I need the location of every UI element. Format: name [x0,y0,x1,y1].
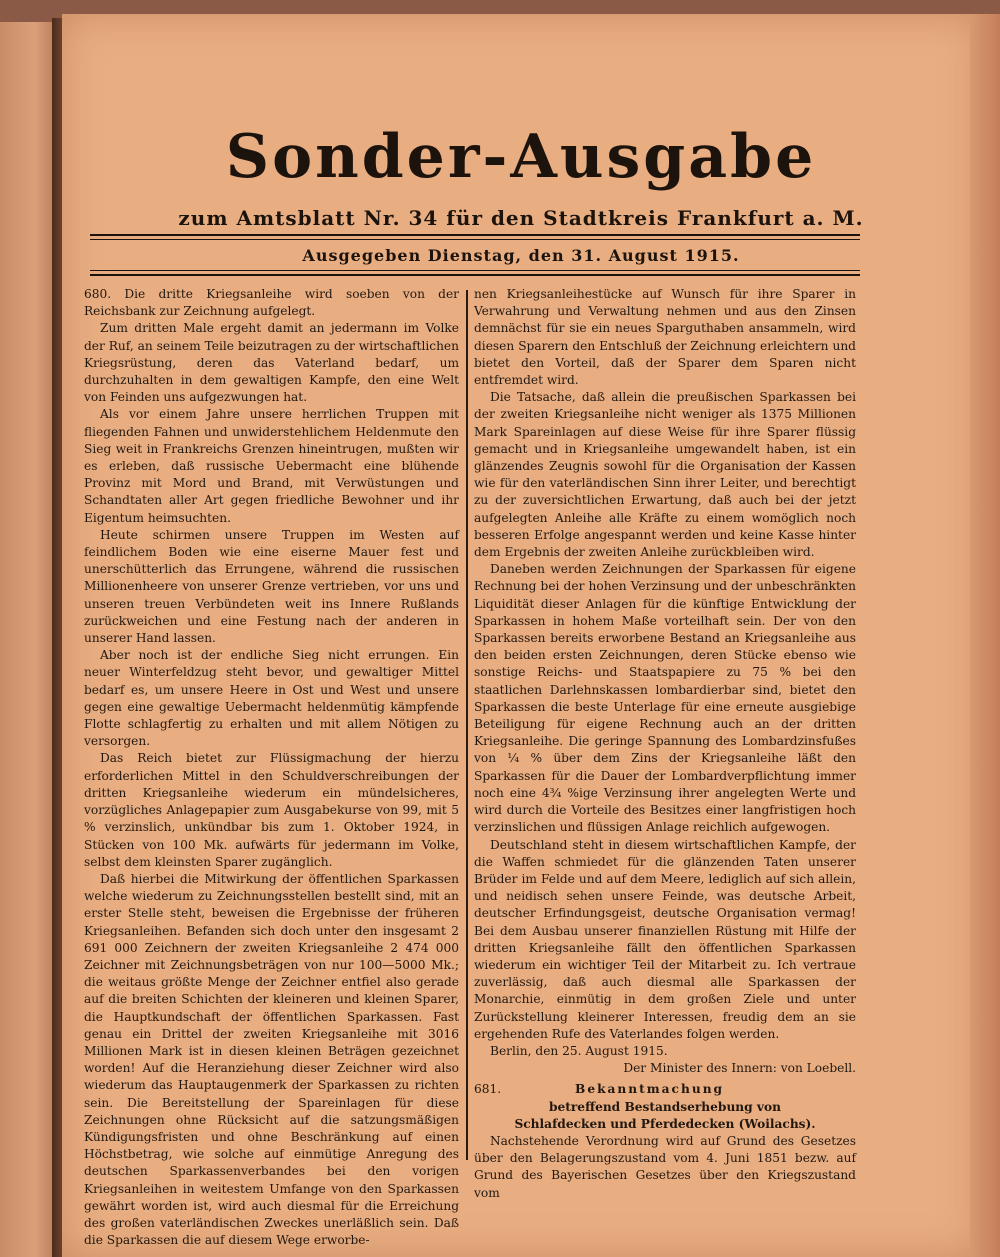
signature-place-date: Berlin, den 25. August 1915. [490,1043,668,1058]
page-edge [970,14,1000,1257]
paragraph: Als vor einem Jahre unsere herrlichen Truppen mit fliegenden Fahnen und unwiderstehlichem Heldenmute den Sieg weit in Frankreichs Grenzen hineintrugen, mußten wir es erleben, daß russische Uebermacht eine blühende Provinz mit Mord und Brand, mit Verwüstungen und Schandtaten aller Art gegen friedliche Bewohner und ihr Eigentum heimsuchten. [84,407,459,525]
title-rule-bottom [90,239,860,240]
paragraph: Daß hierbei die Mitwirkung der öffentlichen Sparkassen welche wiederum zu Zeichnungsstellen bestellt sind, mit an erster Stelle steht, beweisen die Ergebnisse der früheren Kriegsanleihen. Befanden sich doch unter den insgesamt 2 691 000 Zeichnern der zweiten Kriegsanleihe 2 474 000 Zeichner mit Zeichnungsbeträgen von nur 100—5000 Mk.; die weitaus größte Menge der Zeichner entfiel also gerade auf die breiten Schichten der kleineren und kleinen Sparer, die Hauptkundschaft der öffentlichen Sparkassen. Fast genau ein Drittel der zweiten Kriegsanleihe mit 3016 Millionen Mark ist in diesen kleinen Beträgen gezeichnet worden! Auf die Heranziehung dieser Zeichner wird also wiederum das Hauptaugenmerk der Sparkassen zu richten sein. Die Bereitstellung der Spareinlagen für diese Zeichnungen ohne Rücksicht auf die satzungsmäßigen Kündigungsfristen und ohne Beschränkung auf einen Höchstbetrag, wie solche auf einmütige Anregung des deutschen Sparkassenverbandes bei den vorigen Kriegsanleihen in weitestem Umfange von den Sparkassen gewährt worden ist, wird auch diesmal für die Erreichung des großen vaterländischen Zweckes unerläßlich sein. Daß die Sparkassen die auf diesem Wege erworbe- [84,871,459,1248]
paragraph: 680. Die dritte Kriegsanleihe wird soeben von der Reichsbank zur Zeichnung aufgelegt. [84,287,459,319]
paragraph: Daneben werden Zeichnungen der Sparkassen für eigene Rechnung bei der hohen Verzinsung und der unbeschränkten Liquidität dieser Anlagen für die künftige Entwicklung der Sparkassen in hohem Maße vorteilhaft sein. Der von den Sparkassen bereits erworbene Bestand an Kriegsanleihe aus den beiden ersten Zeichnungen, deren Stücke ebenso wie sonstige Reichs- und Staatspapiere zu 75 % bei den staatlichen Darlehnskassen lombardierbar sind, bietet den Sparkassen die beste Unterlage für eine erneute ausgiebige Beteiligung für eigene Rechnung auch an der dritten Kriegsanleihe. Die geringe Spannung des Lombardzinsfußes von ¼ % über dem Zins der Kriegsanleihe läßt den Sparkassen für die Dauer der Lombardverpflichtung immer noch eine 4¾ %ige Verzinsung ihrer angelegten Werte und wird durch die Vorteile des Besitzes einer langfristigen hoch verzinslichen und flüssigen Anlage reichlich aufgewogen. [474,562,856,835]
dateline-rule-bottom [90,274,860,276]
signature-minister: Der Minister des Innern: von Loebell. [623,1061,856,1076]
document-page [62,14,980,1257]
dateline: Ausgegeben Dienstag, den 31. August 1915. [302,246,740,265]
title-rule-top [90,234,860,236]
notice-header [474,1081,856,1098]
dateline-rule-top [90,270,860,271]
previous-page-edge [0,22,60,1257]
paragraph: Aber noch ist der endliche Sieg nicht errungen. Ein neuer Winterfeldzug steht bevor, und gewaltiger Mittel bedarf es, um unsere Heere in Ost und West und unsere gegen eine gewaltige Uebermacht heldenmütig kämpfende Flotte schlagfertig zu erhalten und mit allem Nötigen zu versorgen. [84,648,459,749]
page-subtitle: zum Amtsblatt Nr. 34 für den Stadtkreis Frankfurt a. M. [178,206,864,230]
notice-text: Nachstehende Verordnung wird auf Grund des Gesetzes über den Belagerungszustand vom 4. Juni 1851 bezw. auf Grund des Bayerischen Gesetzes über den Kriegszustand vom [474,1133,856,1200]
paragraph: Das Reich bietet zur Flüssigmachung der hierzu erforderlichen Mittel in den Schuldverschreibungen der dritten Kriegsanleihe wiederum ein mündelsicheres, vorzügliches Anlagepapier zum Ausgabekurse von 99, mit 5 % verzinslich, unkündbar bis zum 1. Oktober 1924, in Stücken von 100 Mk. aufwärts für jedermann im Volke, selbst dem kleinsten Sparer zugänglich. [84,751,459,869]
right-column [474,286,856,1202]
paragraph: Die Tatsache, daß allein die preußischen Sparkassen bei der zweiten Kriegsanleihe nicht weniger als 1375 Millionen Mark Spareinlagen auf diese Weise für ihre Sparer flüssig gemacht und in Kriegsanleihe umgewandelt haben, ist ein glänzendes Zeugnis sowohl für die Organisation der Kassen wie für den vaterländischen Sinn ihrer Leiter, und berechtigt zu der zuversichtlichen Erwartung, daß auch bei der jetzt aufgelegten Anleihe alle Kräfte zu einem womöglich noch besseren Erfolge angespannt werden und keine Kasse hinter dem Ergebnis der zweiten Anleihe zurückbleiben wird. [474,390,856,560]
notice-number: 681. [474,1082,502,1097]
paragraph: nen Kriegsanleihestücke auf Wunsch für ihre Sparer in Verwahrung und Verwaltung nehmen und aus den Zinsen demnächst für sie ein neues Sparguthaben ansammeln, wird diesen Sparern den Entschluß der Zeichnung erleichtern und bietet den Vorteil, daß der Sparer dem Sparen nicht entfremdet wird. [474,287,856,388]
column-divider [466,290,468,1160]
notice-subheading: betreffend Bestandserhebung von Schlafdecken und Pferdedecken (Woilachs). [514,1099,816,1131]
paragraph: Zum dritten Male ergeht damit an jedermann im Volke der Ruf, an seinem Teile beizutragen zu der wirtschaftlichen Kriegsrüstung, deren das Vaterland bedarf, um durchzuhalten in dem gewaltigen Kampfe, den eine Welt von Feinden uns aufgezwungen hat. [84,321,459,405]
notice-heading: Bekanntmachung [575,1082,725,1097]
left-column [84,286,459,1249]
paragraph: Heute schirmen unsere Truppen im Westen auf feindlichem Boden wie eine eiserne Mauer fest und unerschütterlich das Errungene, während die russischen Millionenheere von unserer Grenze vertrieben, vor uns und unseren treuen Verbündeten weit ins Innere Rußlands zurückweichen und eine Festung nach der anderen in unserer Hand lassen. [84,527,459,646]
page-title: Sonder-Ausgabe [225,122,817,192]
paragraph: Deutschland steht in diesem wirtschaftlichen Kampfe, der die Waffen schmiedet für die glänzenden Taten unserer Brüder im Felde und auf dem Meere, lediglich auf sich allein, und neidisch sehen unsere Feinde, was deutsche Arbeit, deutscher Erfindungsgeist, deutsche Organisation vermag! Bei dem Ausbau unserer finanziellen Rüstung mit Hilfe der dritten Kriegsanleihe fällt den öffentlichen Sparkassen wiederum ein wichtiger Teil der Mitarbeit zu. Ich vertraue zuverlässig, daß auch diesmal alle Sparkassen der Monarchie, einmütig in dem großen Ziele und unter Zurückstellung kleinerer Interessen, freudig dem an sie ergehenden Rufe des Vaterlandes folgen werden. [474,837,856,1041]
